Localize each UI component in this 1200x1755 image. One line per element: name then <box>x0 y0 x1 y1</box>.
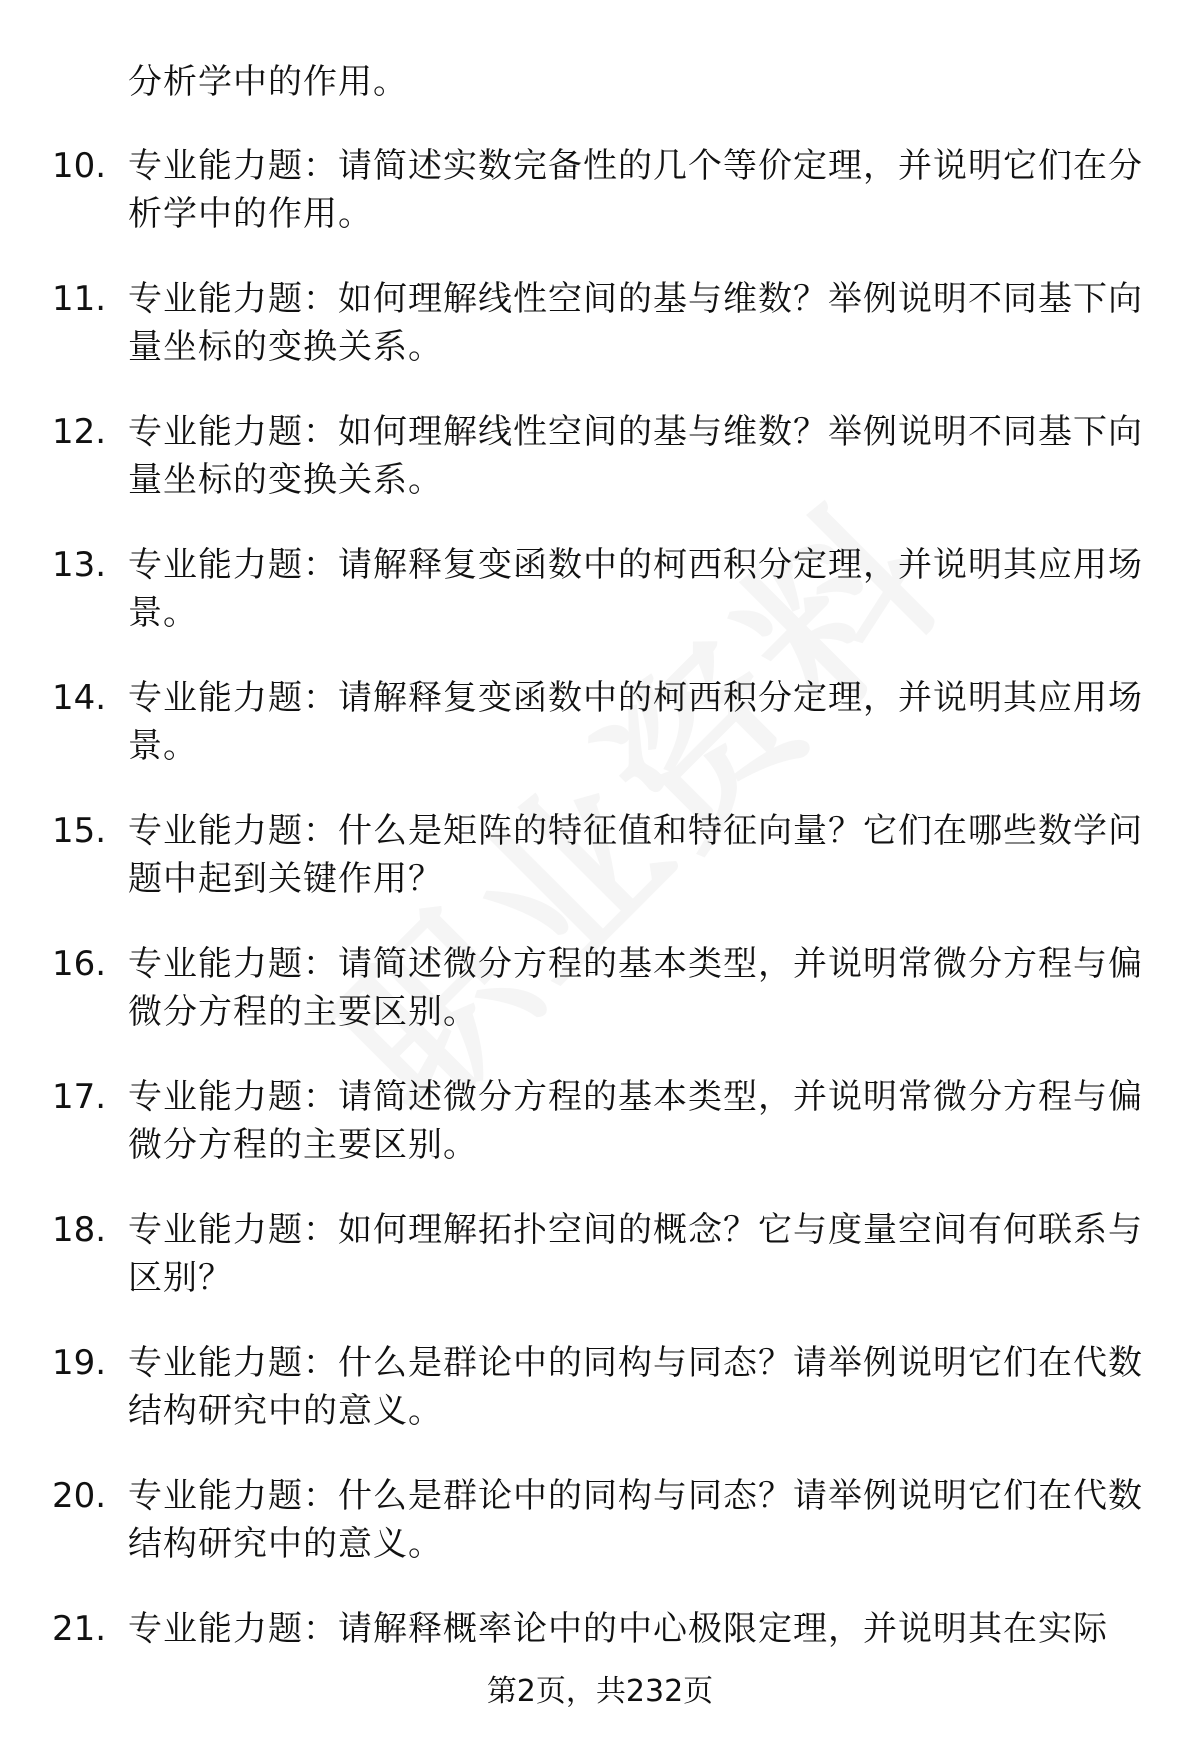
question-item <box>0 940 1200 1073</box>
question-number: 12. <box>52 412 107 452</box>
question-text: 专业能力题：什么是群论中的同构与同态？请举例说明它们在代数结构研究中的意义。 <box>128 1476 1143 1564</box>
question-number: 10. <box>52 146 107 186</box>
question-number: 16. <box>52 944 107 984</box>
question-number: 13. <box>52 545 107 585</box>
page-footer: 第2页，共232页 <box>486 1674 714 1709</box>
question-number: 11. <box>52 279 107 319</box>
question-text: 专业能力题：如何理解拓扑空间的概念？它与度量空间有何联系与区别？ <box>128 1210 1143 1298</box>
question-number: 19. <box>52 1343 107 1383</box>
question-number: 18. <box>52 1210 107 1250</box>
question-text: 专业能力题：请解释复变函数中的柯西积分定理，并说明其应用场景。 <box>128 678 1143 766</box>
question-list <box>0 142 1200 1738</box>
question-number: 17. <box>52 1077 107 1117</box>
question-text: 专业能力题：请简述微分方程的基本类型，并说明常微分方程与偏微分方程的主要区别。 <box>128 944 1143 1032</box>
question-item <box>0 1073 1200 1206</box>
question-text: 专业能力题：如何理解线性空间的基与维数？举例说明不同基下向量坐标的变换关系。 <box>128 279 1143 367</box>
question-text: 专业能力题：如何理解线性空间的基与维数？举例说明不同基下向量坐标的变换关系。 <box>128 412 1143 500</box>
question-text: 专业能力题：什么是群论中的同构与同态？请举例说明它们在代数结构研究中的意义。 <box>128 1343 1143 1431</box>
question-item <box>0 541 1200 674</box>
question-text: 专业能力题：请简述实数完备性的几个等价定理，并说明它们在分析学中的作用。 <box>128 146 1143 234</box>
question-number: 20. <box>52 1476 107 1516</box>
continued-question-text: 分析学中的作用。 <box>128 62 408 102</box>
question-item <box>0 408 1200 541</box>
question-text: 专业能力题：什么是矩阵的特征值和特征向量？它们在哪些数学问题中起到关键作用？ <box>128 811 1143 899</box>
question-item <box>0 674 1200 807</box>
question-text: 专业能力题：请解释概率论中的中心极限定理，并说明其在实际 <box>128 1609 1108 1649</box>
question-item <box>0 275 1200 408</box>
question-item <box>0 142 1200 275</box>
question-number: 15. <box>52 811 107 851</box>
question-text: 专业能力题：请简述微分方程的基本类型，并说明常微分方程与偏微分方程的主要区别。 <box>128 1077 1143 1165</box>
question-item <box>0 807 1200 940</box>
question-text: 专业能力题：请解释复变函数中的柯西积分定理，并说明其应用场景。 <box>128 545 1143 633</box>
question-number: 14. <box>52 678 107 718</box>
question-item <box>0 1206 1200 1339</box>
question-number: 21. <box>52 1609 107 1649</box>
question-item <box>0 1472 1200 1605</box>
question-item <box>0 1339 1200 1472</box>
